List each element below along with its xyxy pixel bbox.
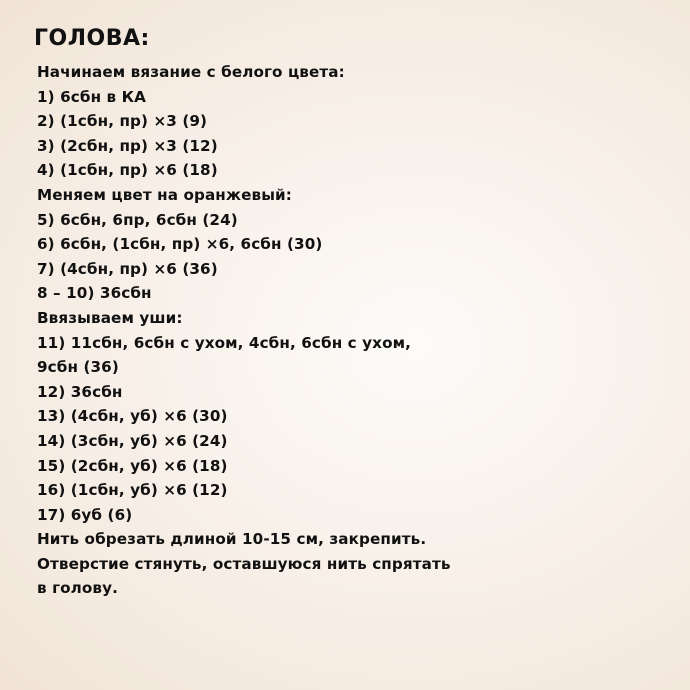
- instruction-line: 4) (1сбн, пр) ×6 (18): [37, 161, 218, 180]
- page-title: ГОЛОВА:: [34, 26, 150, 51]
- instruction-line: Ввязываем уши:: [37, 308, 183, 327]
- instruction-list: [37, 60, 451, 601]
- instruction-line: Нить обрезать длиной 10-15 см, закрепить.: [37, 530, 427, 549]
- instruction-line: 16) (1сбн, уб) ×6 (12): [37, 481, 228, 500]
- instruction-line: Начинаем вязание с белого цвета:: [37, 63, 345, 81]
- instruction-line: 8 – 10) 36сбн: [37, 284, 152, 303]
- instruction-line: Меняем цвет на оранжевый:: [37, 185, 292, 204]
- instruction-line: 5) 6сбн, 6пр, 6сбн (24): [37, 210, 238, 229]
- instruction-line: Отверстие стянуть, оставшуюся нить спрятать: [37, 554, 451, 573]
- instruction-line: 13) (4сбн, уб) ×6 (30): [37, 407, 228, 426]
- instruction-line: 3) (2сбн, пр) ×3 (12): [37, 136, 218, 155]
- instruction-line: 2) (1сбн, пр) ×3 (9): [37, 112, 208, 131]
- instruction-line: в голову.: [37, 579, 119, 598]
- instruction-line: 11) 11сбн, 6сбн с ухом, 4сбн, 6сбн с ухом,: [37, 333, 411, 352]
- instruction-line: 7) (4сбн, пр) ×6 (36): [37, 259, 218, 278]
- instruction-line: 15) (2сбн, уб) ×6 (18): [37, 456, 228, 475]
- instruction-line: 14) (3сбн, уб) ×6 (24): [37, 431, 228, 450]
- instruction-line: 9сбн (36): [37, 358, 119, 377]
- instruction-line: 6) 6сбн, (1сбн, пр) ×6, 6сбн (30): [37, 235, 323, 254]
- instruction-line: 1) 6сбн в КА: [37, 87, 147, 106]
- instruction-line: 17) 6уб (6): [37, 505, 133, 524]
- instruction-line: 12) 36сбн: [37, 382, 123, 401]
